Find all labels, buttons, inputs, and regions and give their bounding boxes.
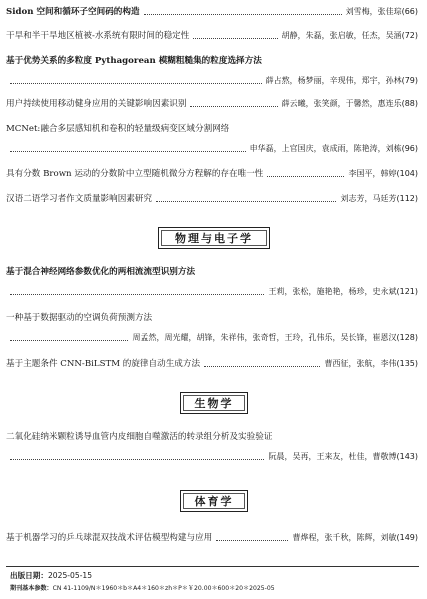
dot-leader bbox=[193, 38, 277, 39]
toc-entry[interactable] bbox=[6, 30, 418, 42]
entry-title: 基于机器学习的乒乓球混双技战术评估模型构建与应用 bbox=[6, 533, 213, 543]
entry-authors-page: 胡静，朱磊，张启敏，任杰，吴涵(72) bbox=[281, 31, 418, 40]
dot-leader bbox=[156, 201, 336, 202]
toc-entry[interactable] bbox=[6, 532, 418, 544]
toc-entry[interactable] bbox=[6, 431, 418, 463]
entry-authors-page: 刘志芳，马廷芳(112) bbox=[340, 194, 418, 203]
section-header-biology bbox=[0, 390, 427, 416]
entry-authors-page: 申华磊，上官国庆，袁成雨，陈艳涛，刘栋(96) bbox=[249, 144, 418, 153]
entry-authors-page: 李国平，韩婷(104) bbox=[348, 169, 418, 178]
section-header-sports bbox=[0, 488, 427, 514]
toc-entry[interactable] bbox=[6, 6, 418, 18]
entry-authors-page: 王莉，张松，施艳艳，杨珍，史永斌(121) bbox=[268, 287, 418, 296]
dot-leader bbox=[10, 340, 128, 341]
footer-divider bbox=[6, 566, 419, 567]
entry-title: MCNet:融合多层感知机和卷积的轻量级病变区域分割网络 bbox=[6, 124, 230, 134]
entry-title: 基于混合神经网络参数优化的两相流流型识别方法 bbox=[6, 267, 196, 277]
toc-entry[interactable] bbox=[6, 168, 418, 180]
dot-leader bbox=[10, 459, 264, 460]
section-title: 生物学 bbox=[180, 392, 248, 414]
dot-leader bbox=[144, 14, 342, 15]
dot-leader bbox=[216, 540, 288, 541]
dot-leader bbox=[10, 83, 262, 84]
section-header-physics bbox=[0, 225, 427, 251]
entry-authors-page: 薛云曦，张笑颜，于馨然，惠连乐(88) bbox=[281, 99, 418, 108]
toc-entry[interactable] bbox=[6, 358, 418, 370]
entry-authors-page: 曹烨程，张千秋，陈辉，刘敏(149) bbox=[292, 533, 418, 542]
dot-leader bbox=[204, 366, 320, 367]
entry-title: 干旱和半干旱地区植被-水系统有限时间的稳定性 bbox=[6, 31, 190, 41]
entry-title: 基于优势关系的多粒度 Pythagorean 模糊粗糙集的粒度选择方法 bbox=[6, 56, 262, 66]
dot-leader bbox=[10, 294, 264, 295]
toc-entry[interactable] bbox=[6, 123, 418, 155]
dot-leader bbox=[10, 151, 246, 152]
toc-entry[interactable] bbox=[6, 312, 418, 344]
publication-date bbox=[10, 570, 92, 581]
journal-parameters-label: 期刊基本参数： bbox=[10, 585, 53, 592]
entry-title: 汉语二语学习者作文质量影响因素研究 bbox=[6, 194, 153, 204]
journal-parameters bbox=[10, 583, 275, 592]
publication-date-value: 2025-05-15 bbox=[47, 571, 93, 580]
entry-authors-page: 周孟然，周光耀，胡锋，朱祥伟，张奇哲，王玲，孔伟乐，吴长锋，崔恩汉(128) bbox=[132, 333, 418, 342]
toc-entry[interactable] bbox=[6, 266, 418, 298]
entry-authors-page: 曹西征，张航，李伟(135) bbox=[324, 359, 418, 368]
entry-title: 基于主题条件 CNN-BiLSTM 的旋律自动生成方法 bbox=[6, 359, 201, 369]
entry-title: 具有分数 Brown 运动的分数阶中立型随机微分方程解的存在唯一性 bbox=[6, 169, 264, 179]
section-title: 物理与电子学 bbox=[158, 227, 270, 249]
entry-authors-page: 刘雪梅，张佳琮(66) bbox=[345, 7, 418, 16]
entry-title: 二氧化硅纳米颗粒诱导血管内皮细胞自噬激活的转录组分析及实验验证 bbox=[6, 432, 273, 442]
entry-title: 一种基于数据驱动的空调负荷预测方法 bbox=[6, 313, 153, 323]
section-title: 体育学 bbox=[180, 490, 248, 512]
entry-title: Sidon 空间和循环子空间码的构造 bbox=[6, 7, 140, 17]
toc-entry[interactable] bbox=[6, 55, 418, 87]
dot-leader bbox=[190, 106, 277, 107]
toc-entry[interactable] bbox=[6, 98, 418, 110]
entry-title: 用户持续使用移动健身应用的关键影响因素识别 bbox=[6, 99, 187, 109]
dot-leader bbox=[267, 176, 344, 177]
publication-date-label: 出版日期： bbox=[10, 571, 48, 580]
journal-parameters-value: CN 41-1109/N＊1960＊b＊A4＊160＊zh＊P＊￥20.00＊600＊20＊2025-05 bbox=[52, 585, 275, 592]
entry-authors-page: 阮晨，吴再，王来友，杜佳，曹敬博(143) bbox=[268, 452, 418, 461]
entry-authors-page: 薛占熬，杨梦丽，辛现伟，郑宇，孙林(79) bbox=[265, 76, 418, 85]
toc-entry[interactable] bbox=[6, 193, 418, 205]
